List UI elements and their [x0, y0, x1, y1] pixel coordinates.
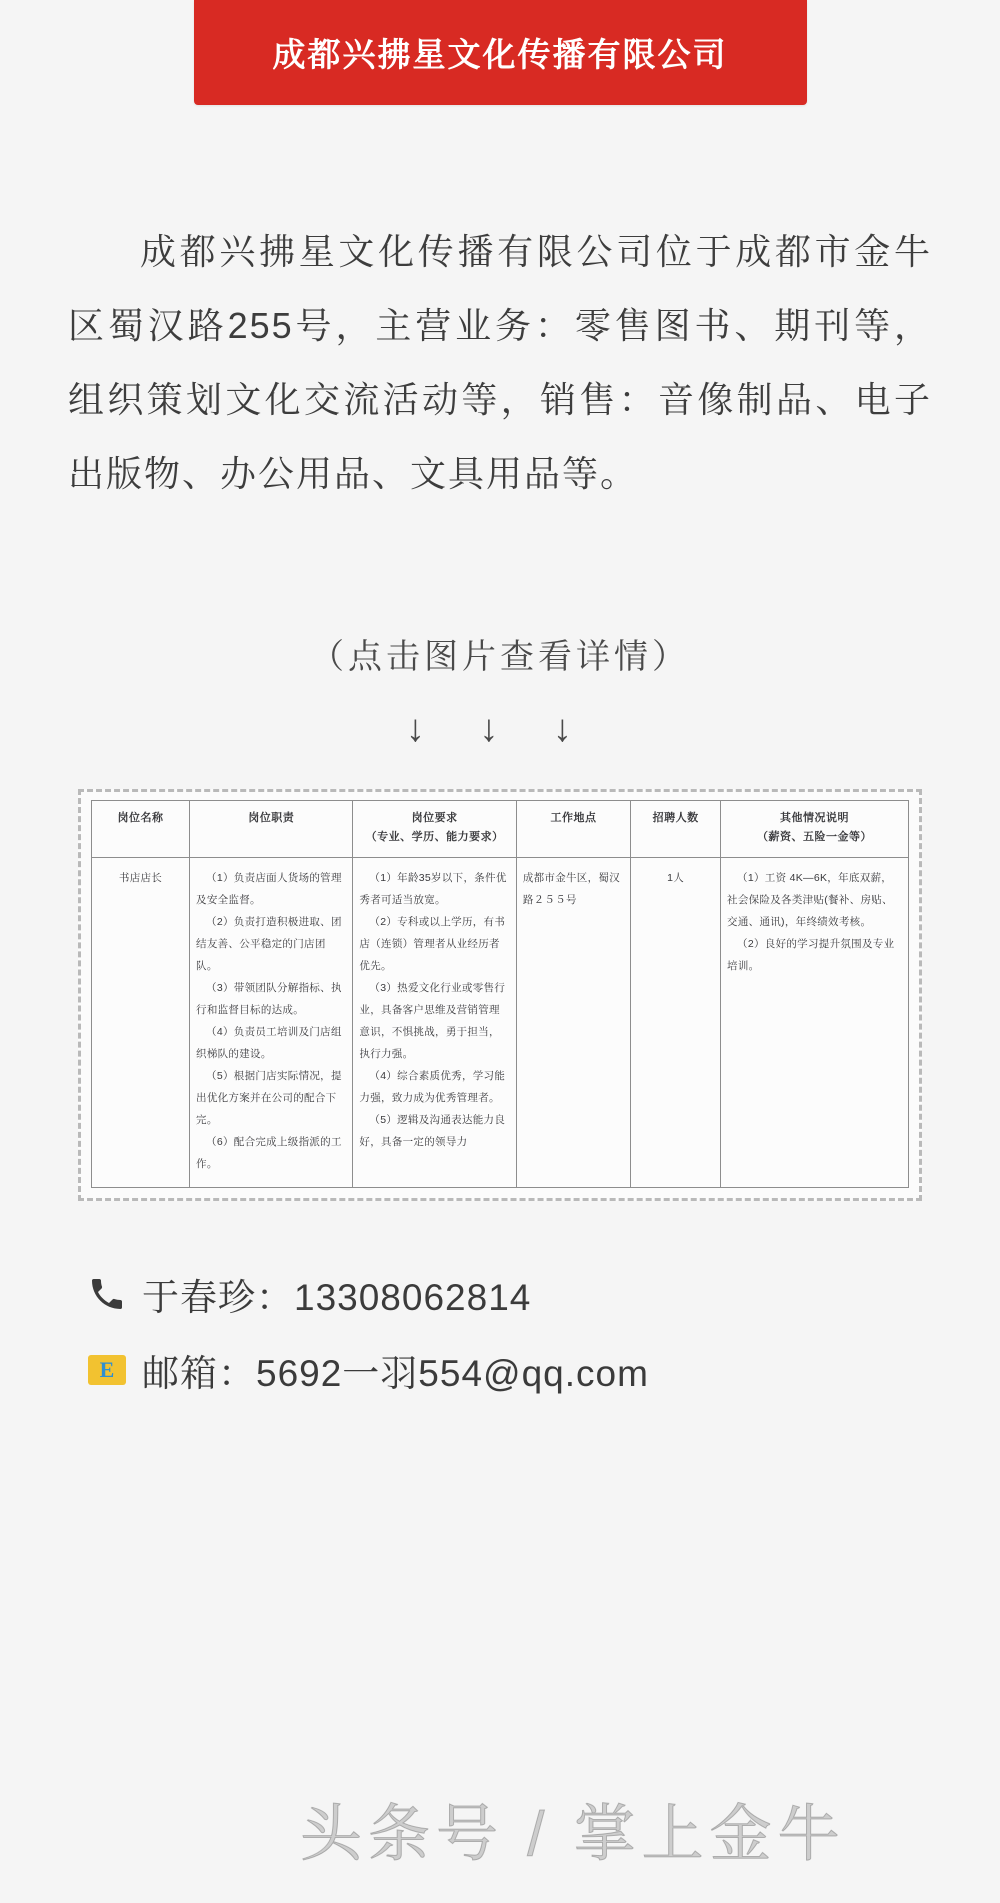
requirement-item: （1）年龄35岁以下，条件优秀者可适当放宽。	[359, 872, 507, 906]
header-main-text: 岗位职责	[248, 812, 295, 824]
requirement-item: （2）专科或以上学历，有书店（连锁）管理者从业经历者优先。	[359, 916, 506, 972]
header-sub-text: （薪资、五险一金等）	[757, 831, 873, 843]
header-position-name	[92, 801, 190, 858]
cell-position-name: 书店店长	[92, 858, 190, 1188]
company-name-title: 成都兴拂星文化传播有限公司	[272, 36, 728, 73]
header-main-text: 岗位要求	[411, 812, 458, 824]
header-work-location	[516, 801, 630, 858]
work-location-text: 成都市金牛区，蜀汉路２５５号	[522, 872, 621, 906]
header-main-text: 其他情况说明	[780, 812, 850, 824]
header-requirements	[353, 801, 516, 858]
duty-item: （2）负责打造积极进取、团结友善、公平稳定的门店团队。	[196, 916, 342, 972]
table-row	[92, 858, 909, 1188]
header-duties	[190, 801, 353, 858]
header-headcount	[631, 801, 721, 858]
table-header-row	[92, 801, 909, 858]
header-main-text: 岗位名称	[117, 812, 164, 824]
header-main-text: 工作地点	[550, 812, 597, 824]
cell-duties	[190, 858, 353, 1188]
email-badge-letter: E	[88, 1355, 126, 1385]
requirement-item: （5）逻辑及沟通表达能力良好，具备一定的领导力	[359, 1114, 506, 1148]
other-info-item: （1）工资 4K—6K，年底双薪，社会保险及各类津贴(餐补、房贴、交通、通讯)，年终绩效考核。	[727, 872, 893, 928]
cell-headcount: 1人	[631, 858, 721, 1188]
requirement-item: （3）热爱文化行业或零售行业，具备客户思维及营销管理意识，不惧挑战，勇于担当，执行力强。	[359, 982, 506, 1060]
watermark-text: 头条号 / 掌上金牛	[300, 1800, 846, 1869]
cell-requirements	[353, 858, 516, 1188]
job-listing-table	[91, 800, 909, 1188]
header-sub-text: （专业、学历、能力要求）	[365, 831, 504, 843]
tap-image-hint: （点击图片查看详情）	[310, 638, 690, 676]
duty-item: （5）根据门店实际情况，提出优化方案并在公司的配合下完。	[196, 1070, 342, 1126]
company-banner	[194, 0, 807, 105]
email-icon	[84, 1347, 130, 1393]
duty-item: （3）带领团队分解指标、执行和监督目标的达成。	[196, 982, 342, 1016]
header-banner-wrapper	[0, 0, 1000, 105]
header-main-text: 招聘人数	[652, 812, 699, 824]
cell-other-info	[721, 858, 909, 1188]
phone-icon	[84, 1271, 130, 1317]
job-table-card[interactable]	[78, 789, 922, 1201]
contact-email-text: 邮箱：5692⼀⽻554@qq.com	[142, 1353, 649, 1394]
contact-section	[0, 1267, 1000, 1397]
header-other-info	[721, 801, 909, 858]
duty-item: （1）负责店面人货场的管理及安全监督。	[196, 872, 342, 906]
contact-phone-row[interactable]	[84, 1267, 1000, 1321]
duty-item: （4）负责员工培训及门店组织梯队的建设。	[196, 1026, 342, 1060]
down-arrow-icon: ↓ ↓ ↓	[405, 708, 595, 750]
cell-work-location	[516, 858, 630, 1188]
company-intro-paragraph: 成都兴拂星文化传播有限公司位于成都市金牛区蜀汉路255号，主营业务：零售图书、期刊等，组织策划文化交流活动等，销售：音像制品、电子出版物、办公用品、文具用品等。	[68, 231, 932, 494]
other-info-item: （2）良好的学习提升氛围及专业培训。	[727, 938, 895, 972]
requirement-item: （4）综合素质优秀，学习能力强，致力成为优秀管理者。	[359, 1070, 506, 1104]
contact-phone-text: 于春珍：13308062814	[142, 1277, 532, 1318]
duty-item: （6）配合完成上级指派的工作。	[196, 1136, 342, 1170]
contact-email-row[interactable]	[84, 1343, 1000, 1397]
